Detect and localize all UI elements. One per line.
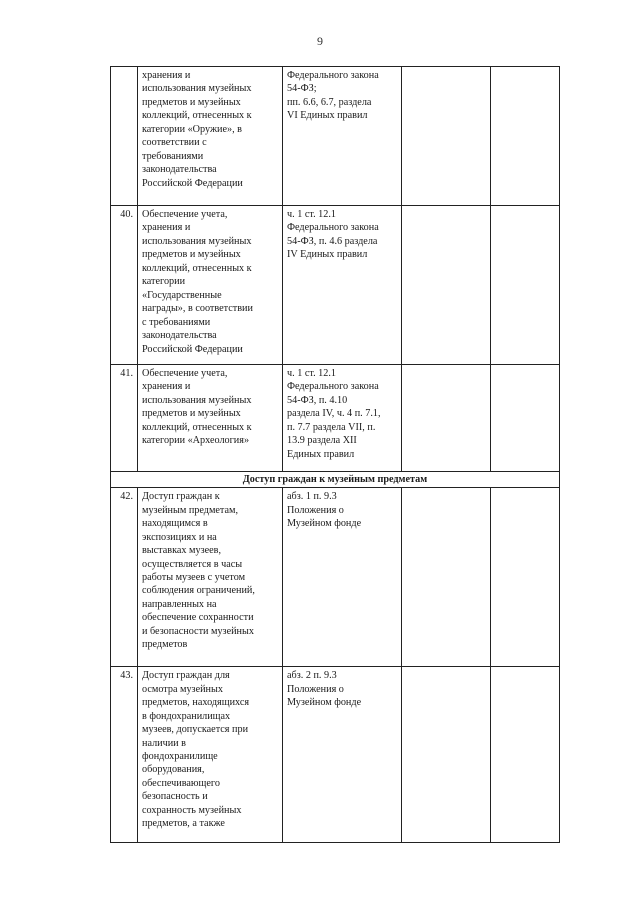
- requirement-text: [138, 488, 283, 667]
- row-number: 40.: [111, 206, 138, 365]
- empty-cell: [402, 488, 491, 667]
- section-header-row: [111, 472, 560, 488]
- requirement-text-value: Обеспечение учета, хранения и использования музейных предметов и музейных коллекций, отнесенных к категории «Археология»: [142, 368, 252, 447]
- empty-cell: [402, 667, 491, 843]
- page-number: 9: [317, 34, 323, 48]
- empty-cell: [491, 667, 560, 843]
- row-number: 43.: [111, 667, 138, 843]
- requirement-text: [138, 67, 283, 206]
- table-row: [111, 365, 560, 472]
- legal-basis-value: ч. 1 ст. 12.1 Федерального закона 54-ФЗ, п. 4.10 раздела IV, ч. 4 п. 7.1, п. 7.7 раздела VII, п. 13.9 раздела XII Единых правил: [287, 368, 381, 460]
- empty-cell: [491, 488, 560, 667]
- requirement-text-value: Доступ граждан к музейным предметам, находящимся в экспозициях и на выставках музеев, осуществляется в часы работы музеев с учетом соблюдения ограничений, направленных на обеспечение сохранности и безопасности музейных предметов: [142, 491, 255, 651]
- empty-cell: [402, 206, 491, 365]
- table-row: [111, 488, 560, 667]
- requirement-text-value: Обеспечение учета, хранения и использования музейных предметов и музейных коллекций, отнесенных к категории «Государственные награды», в соответствии с требованиями законодательства Российской Федерации: [142, 209, 253, 355]
- section-header: Доступ граждан к музейным предметам: [111, 472, 560, 488]
- row-number: 41.: [111, 365, 138, 472]
- table-row: [111, 206, 560, 365]
- table-row: [111, 667, 560, 843]
- requirement-text-value: хранения и использования музейных предметов и музейных коллекций, отнесенных к категории «Оружие», в соответствии с требованиями законодательства Российской Федерации: [142, 70, 252, 189]
- legal-basis-value: абз. 1 п. 9.3 Положения о Музейном фонде: [287, 491, 362, 530]
- empty-cell: [402, 67, 491, 206]
- legal-basis-value: абз. 2 п. 9.3 Положения о Музейном фонде: [287, 670, 362, 709]
- legal-basis-text: [283, 488, 402, 667]
- legal-basis-text: [283, 365, 402, 472]
- empty-cell: [491, 206, 560, 365]
- requirement-text: [138, 206, 283, 365]
- empty-cell: [402, 365, 491, 472]
- row-number: [111, 67, 138, 206]
- legal-basis-text: [283, 667, 402, 843]
- table-row: [111, 67, 560, 206]
- requirements-table: [110, 66, 560, 843]
- legal-basis-text: [283, 67, 402, 206]
- requirement-text: [138, 365, 283, 472]
- empty-cell: [491, 67, 560, 206]
- empty-cell: [491, 365, 560, 472]
- legal-basis-text: [283, 206, 402, 365]
- row-number: 42.: [111, 488, 138, 667]
- requirement-text: [138, 667, 283, 843]
- legal-basis-value: ч. 1 ст. 12.1 Федерального закона 54-ФЗ, п. 4.6 раздела IV Единых правил: [287, 209, 379, 261]
- legal-basis-value: Федерального закона 54-ФЗ; пп. 6.6, 6.7, раздела VI Единых правил: [287, 70, 379, 122]
- requirement-text-value: Доступ граждан для осмотра музейных предметов, находящихся в фондохранилищах музеев, допускается при наличии в фондохранилище оборудования, обеспечивающего безопасность и сохранность музейных предметов, а также: [142, 670, 250, 830]
